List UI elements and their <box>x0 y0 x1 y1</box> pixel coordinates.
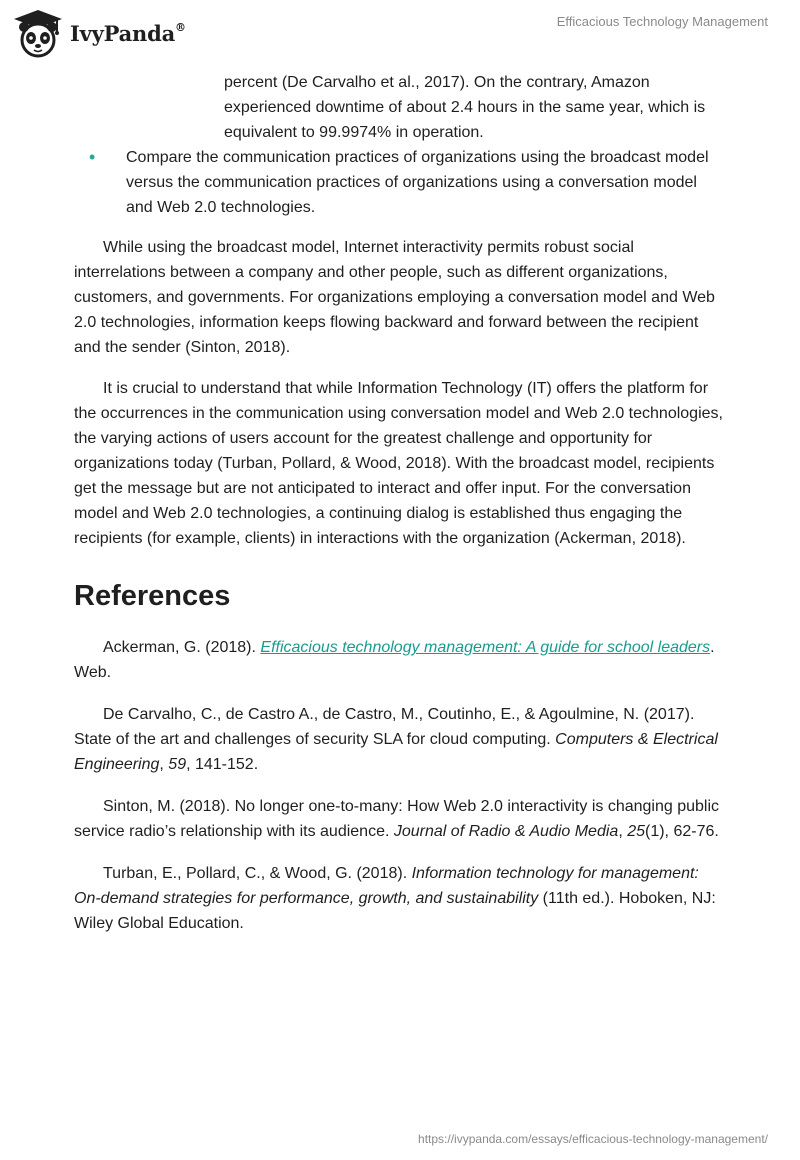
panda-logo-icon <box>12 8 64 58</box>
body-paragraph: It is crucial to understand that while Information Technology (IT) offers the platform for the occurrences in the communication using conversation model and Web 2.0 technologies, the varying actions of users account for the greatest challenge and opportunity for organizations today (Turban, Pollard, & Wood, 2018). With the broadcast model, recipients get the message but are not anticipated to interact and offer input. For the conversation model and Web 2.0 technologies, a continuing dialog is established thus engaging the recipients (for example, clients) in interactions with the organization (Ackerman, 2018). <box>74 380 723 547</box>
reference-item: De Carvalho, C., de Castro A., de Castro, M., Coutinho, E., & Agoulmine, N. (2017). State of the art and challenges of security SLA for cloud computing. Computers & Electrical Engineering, 59, 141-152. <box>74 706 718 773</box>
document-title: Efficacious Technology Management <box>556 14 768 29</box>
reference-item: Turban, E., Pollard, C., & Wood, G. (2018). Information technology for management: On-demand strategies for performance, growth, and sustainability (11th ed.). Hoboken, NJ: Wiley Global Education. <box>74 865 716 932</box>
logo-wordmark: IvyPanda® <box>70 20 186 46</box>
body-paragraph: While using the broadcast model, Internet interactivity permits robust social interrelations between a company and other people, such as different organizations, customers, and governments. For organizations employing a conversation model and Web 2.0 technologies, information keeps flowing backward and forward between the recipient and the sender (Sinton, 2018). <box>74 239 715 356</box>
reference-item: Ackerman, G. (2018). Efficacious technology management: A guide for school leaders. Web. <box>74 639 715 681</box>
ivypanda-logo[interactable] <box>12 8 186 58</box>
page-header <box>0 0 800 70</box>
reference-link[interactable]: Efficacious technology management: A guide for school leaders <box>260 639 711 656</box>
footer-url[interactable]: https://ivypanda.com/essays/efficacious-technology-management/ <box>418 1132 768 1146</box>
bullet-continuation-text: percent (De Carvalho et al., 2017). On the contrary, Amazon experienced downtime of about 2.4 hours in the same year, which is equivalent to 99.9974% in operation. <box>224 74 706 141</box>
references-heading: References <box>74 580 231 612</box>
list-item <box>89 145 728 220</box>
essay-content <box>74 70 728 936</box>
reference-item: Sinton, M. (2018). No longer one-to-many: How Web 2.0 interactivity is changing public service radio’s relationship with its audience. Journal of Radio & Audio Media, 25(1), 62-76. <box>74 798 720 840</box>
bullet-text: Compare the communication practices of organizations using the broadcast model versus the communication practices of organizations using a conversation model and Web 2.0 technologies. <box>126 149 709 216</box>
bullet-dot-icon: • <box>89 147 96 167</box>
